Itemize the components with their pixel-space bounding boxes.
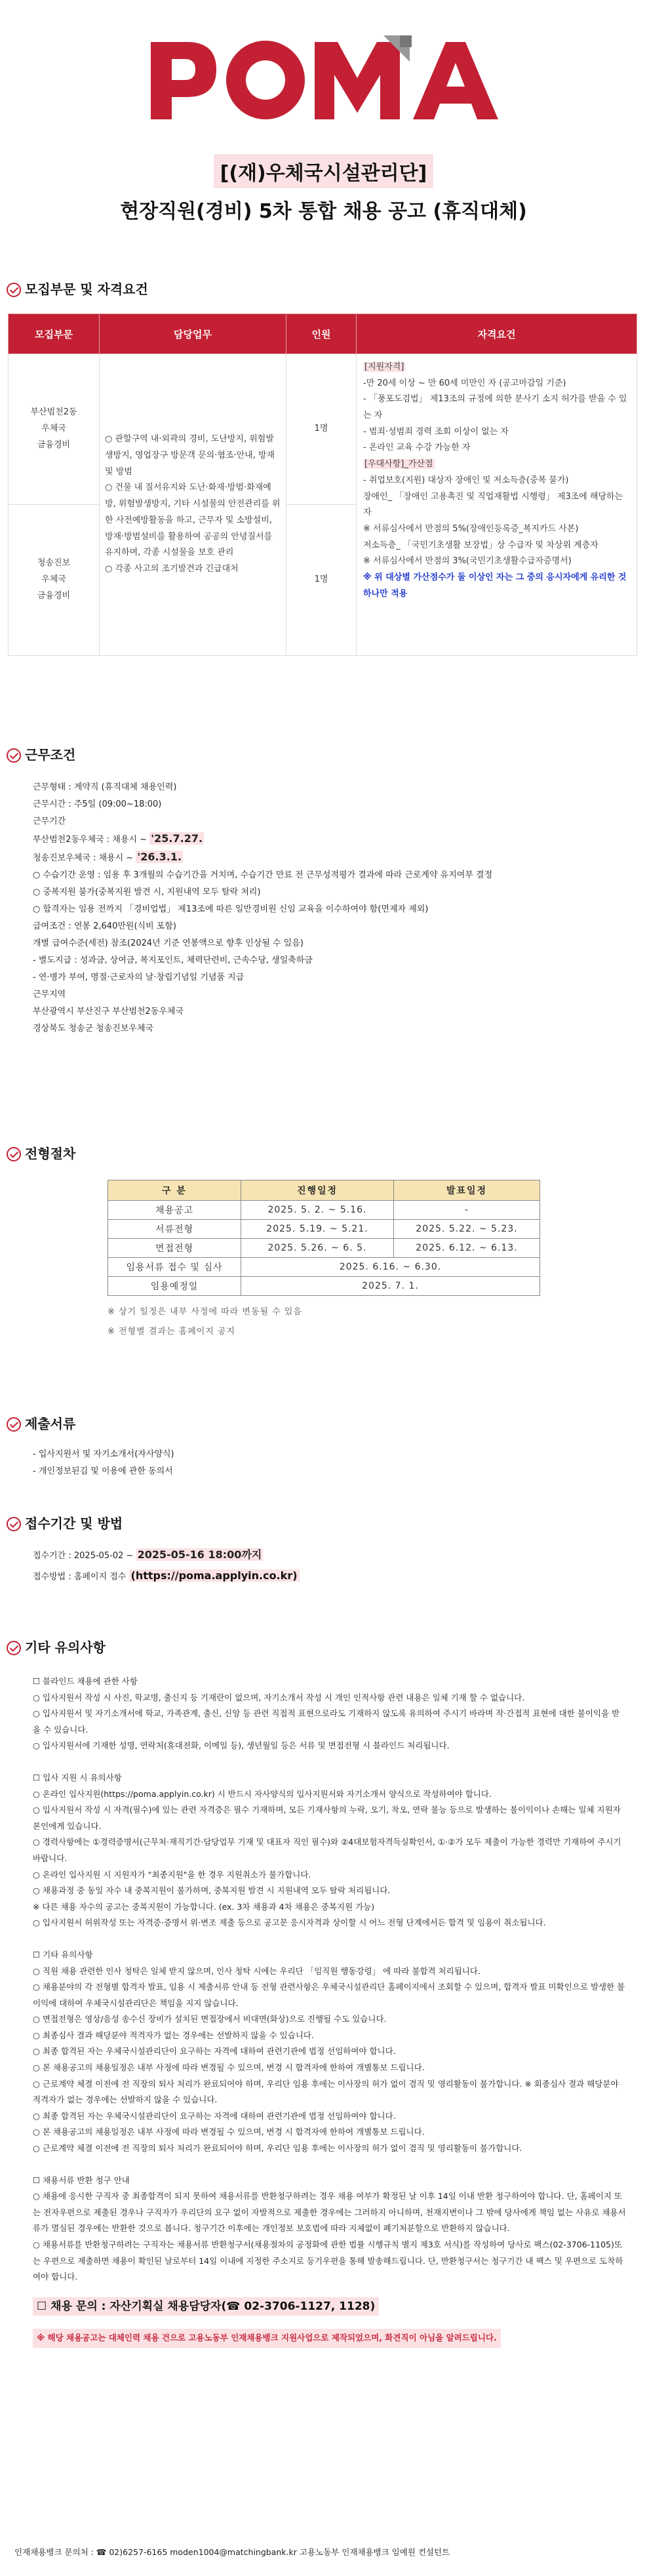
req-tag: [우대사항]_가산점 [364,459,433,470]
contact-box: ☐ 채용 문의 : 자산기획실 채용담당자(☎ 02-3706-1127, 1128) [33,2297,379,2316]
note-line: ○ 온라인 입사지원 시 지원자가 "최종지원"을 한 경우 지원취소가 불가합니다. [33,1869,311,1880]
note-heading: ☐ 입사 지원 시 유의사항 [33,1772,122,1782]
condition-line: 근무형태 : 계약직 (휴직대체 채용인력) [33,782,177,792]
condition-line: - 별도지급 : 성과금, 상여금, 복지포인트, 체력단련비, 근속수당, 생일축하금 [33,956,313,965]
note-line: ○ 최종심사 결과 해당분야 적격자가 없는 경우에는 선발하지 않을 수 있습니다. [33,2030,314,2040]
condition-line [33,830,492,849]
requirements-cell [357,354,637,656]
note-line: ○ 입사지원서 및 자기소개서에 학교, 가족관계, 출신, 신앙 등 관련 직접적 표현으로라도 기재하지 않도록 유의하여 주시기 바라며 작·간접적 표현에 대한 불이익을 받을 수 있습니다. [33,1708,620,1735]
period-value: '26.3.1. [137,851,182,863]
note-line: ○ 입사지원서 허위작성 또는 자격증·증명서 위·변조 제출 등으로 공고문 응시자격과 상이할 시 어느 전형 단계에서든 합격 및 임용이 취소됩니다. [33,1918,546,1928]
note-line: ○ 온라인 입사지원(https://poma.applyin.co.kr) 시 반드시 자사양식의 입사지원서와 자기소개서 양식으로 작성하여야 합니다. [33,1788,492,1799]
cell: 2025. 5.19. ~ 5.21. [241,1220,394,1239]
section-documents [7,1413,75,1432]
req-note: ※ 위 대상별 가산점수가 둘 이상인 자는 그 중의 응시자에게 유리한 것 하나만 적용 [363,572,627,599]
cell: 임용예정일 [108,1277,241,1296]
document-item: - 개인정보된김 및 이용에 관한 동의서 [33,1466,173,1476]
check-circle-icon [7,1147,21,1161]
period-line [33,1545,300,1566]
condition-line: 근무지역 [33,990,66,999]
section-notes-label: 기타 유의사항 [25,1640,106,1655]
schedule-note: ※ 전형별 결과는 홈페이지 공지 [108,1327,236,1337]
note-line: ○ 채용과정 중 동일 자수 내 중복지원이 불가하며, 중복지원 발견 시 지원내역 모두 탈락 처리됩니다. [33,1885,391,1896]
req-line: - 온라인 교육 수강 가능한 자 [363,443,471,453]
apply-link[interactable]: (https://poma.applyin.co.kr) [129,1569,300,1582]
dept-cell [9,354,100,505]
req-line: ※ 서류심사에서 만점의 3%(국민기초생활수급자증명서) [363,556,572,567]
note-line: ○ 입사지원서에 기재한 성명, 연락처(휴대전화, 이메일 등), 생년월일 등은 서류 및 면접전형 시 블라인드 처리됩니다. [33,1741,450,1751]
dept-line: 청송진보 [37,558,71,569]
documents-list [33,1446,174,1480]
condition-line: 개별 급여수준(세전) 참조(2024년 기준 연봉액으로 향후 인상될 수 있음) [33,938,304,948]
cell: 2025. 6.16. ~ 6.30. [241,1258,540,1277]
req-line: - 취업보호(지원) 대상자 장애인 및 저소득층(중복 불가) [363,475,569,485]
condition-line: 급여조건 : 연봉 2,640만원(식비 포함) [33,921,176,931]
note-line: ○ 본 채용공고의 채용일정은 내부 사정에 따라 변경될 수 있으며, 변경 시 합격자에 한하여 개별통보 드립니다. [33,2063,425,2073]
cell: 2025. 5. 2. ~ 5.16. [241,1201,394,1220]
section-period-label: 접수기간 및 방법 [25,1516,123,1531]
notes-block [33,1674,626,2348]
note-line: ○ 채용서류를 반환청구하려는 구직자는 채용서류 반환청구서(채용절차의 공정화에 관한 법률 시행규칙 별지 제3호 서식)를 작성하여 당사로 팩스(02-3706-1105)또는 우편으로 제출하면 채용이 확인된 날로부터 14일 이내에 지정한 주소지로 등기우편을 통해 발송해드립니다. 단, 반환청구서는 청구기간 내 팩스 및 우편으로 도착하여야 합니다. [33,2240,623,2282]
footer: 인재채용뱅크 문의처 : ☎ 02)6257-6165 moden1004@matchingbank.kr 고용노동부 인재채용뱅크 임예원 컨설턴트 [14,2547,450,2557]
section-documents-label: 제출서류 [25,1416,76,1432]
check-circle-icon [7,1517,21,1531]
table-row [9,354,637,505]
period-label: 접수기간 : 2025-05-02 ~ [33,1551,134,1561]
section-recruit-label: 모집부문 및 자격요건 [25,281,148,297]
note-line: ○ 본 채용공고의 채용일정은 내부 사정에 따라 변경될 수 있으며, 변경 시 합격자에 한하여 개별통보 드립니다. [33,2127,425,2137]
recruit-table-header [9,314,637,354]
title-main: 현장직원(경비) 5차 통합 채용 공고 (휴직대체) [120,200,527,223]
note-line: ○ 근로계약 체결 이전에 전 직장의 퇴사 처리가 완료되어야 하며, 우리단 임용 후에는 이사장의 허가 없이 겸직 및 영리활동이 불가합니다. [33,2143,522,2154]
req-line: ※ 서류심사에서 만점의 5%(장애인등록증_복지카드 사본) [363,523,579,534]
cell: 임용서류 접수 및 심사 [108,1258,241,1277]
req-line: -만 20세 이상 ~ 만 60세 미만인 자 (공고마감일 기준) [363,378,566,388]
header [0,20,647,118]
duty-line: ○ 건물 내 질서유지와 도난·화재·방범·화재예방, 위험발생방지, 기타 시설물의 안전관리를 위한 사전예방활동을 하고, 근무자 및 소방설비, 방재·방범설비를 활용하여 공공의 안녕질서를 유지하며, 각종 시설물을 보호 관리 [105,483,281,558]
note-heading: ☐ 채용서류 반환 청구 안내 [33,2175,130,2185]
schedule-note: ※ 상기 일정은 내부 사정에 따라 변동될 수 있음 [108,1307,302,1317]
section-period [7,1513,123,1532]
document-item: - 입사지원서 및 자기소개서(자사양식) [33,1449,174,1459]
note-line: ○ 입사지원서 작성 시 자격(필수)에 있는 관련 자격증은 필수 기재하며, 모든 기재사항의 누락, 오기, 착오, 연락 불능 등으로 발생하는 불이익이나 손해는 일체 지원자 본인에게 있습니다. [33,1805,621,1831]
note-line: ○ 근로계약 체결 이전에 전 직장의 퇴사 처리가 완료되어야 하며, 우리단 임용 후에는 이사장의 허가 없이 겸직 및 영리활동이 불가합니다. ※ 회종심사 결과 해당분야 적격자가 없는 경우에는 선발하지 않을 수 있습니다. [33,2078,619,2105]
table-row [108,1239,540,1258]
note-line: ○ 면접전형은 영상/음성 송수신 장비가 설치된 면접장에서 비대면(화상)으로 진행될 수도 있습니다. [33,2014,387,2024]
dept-line: 우체국 [41,424,66,434]
note-line: ※ 다른 채용 자수의 공고는 중복지원이 가능합니다. (ex. 3차 채용과 4차 채용은 중복지원 가능) [33,1901,375,1912]
poma-logo [151,35,498,121]
period-label: 청송진보우체국 : 채용시 ~ [33,853,134,863]
condition-line [33,849,492,867]
note-line: ○ 최종 합격된 자는 우체국시설관리단이 요구하는 자격에 대하여 관련기관에 법정 선임하여야 합니다. [33,2110,396,2121]
schedule-table [108,1180,540,1296]
period-value: '25.7.27. [151,832,203,845]
note-line: ○ 채용분야의 각 전형별 합격자 발표, 임용 시 제출서류 안내 등 전형 관련사항은 우체국시설관리단 홈페이지에서 조회할 수 있으며, 합격자 발표 미확인으로 발생한 불이익에 대하여 우체국시설관리단은 책임을 지지 않습니다. [33,1982,625,2008]
dept-cell [9,505,100,656]
duty-cell [100,354,286,656]
note-heading: ☐ 블라인드 채용에 관한 사항 [33,1676,138,1686]
dept-line: 부산범천2동 [30,407,77,418]
cell: - [394,1201,540,1220]
section-procedure [7,1143,75,1162]
cell: 2025. 5.26. ~ 6. 5. [241,1239,394,1258]
condition-line: ○ 중복지원 불가(중복지원 발견 시, 지원내역 모두 탈락 처리) [33,887,261,897]
check-circle-icon [7,283,21,297]
req-line: - 범죄·성범죄 경력 조회 이상이 없는 자 [363,426,509,437]
duty-line: ○ 각종 사고의 조기발견과 긴급대처 [105,563,239,574]
count-cell: 1명 [286,354,357,505]
conditions-block [33,779,492,1037]
condition-line: 근무기간 [33,816,66,826]
note-heading: ☐ 기타 유의사항 [33,1949,93,1960]
schedule-header [108,1180,540,1201]
dept-line: 금융경비 [37,590,71,601]
header-cell: 진행일정 [241,1180,394,1201]
section-recruit [7,279,148,298]
method-line [33,1566,300,1587]
condition-line: ○ 합격자는 임용 전까지 「경비업법」 제13조에 따른 일반경비원 신임 교육을 이수하여야 함(면제자 제외) [33,904,429,914]
header-cell: 자격요건 [357,314,637,354]
condition-line: - 연·병가 부여, 명절·근로자의 날·창립기념일 기념품 지급 [33,973,245,982]
duty-line: ○ 관할구역 내·외곽의 경비, 도난방지, 위험발생방지, 영업장구 방문객 문의·협조·안내, 방재 및 방범 [105,434,275,477]
req-line: 장애인_ 「장애인 고용촉진 및 직업재활법 시행령」 제3조에 해당하는 자 [363,491,623,518]
header-cell: 담당업무 [100,314,286,354]
cell: 면접전형 [108,1239,241,1258]
header-cell: 모집부문 [9,314,100,354]
section-conditions-label: 근무조건 [25,747,76,763]
table-row [108,1258,540,1277]
condition-line: 부산광역시 부산진구 부산범천2동우체국 [33,1007,184,1016]
title-org: [(재)우체국시설관리단] [214,154,434,188]
period-label: 부산범천2동우체국 : 채용시 ~ [33,835,147,845]
title-block [0,154,647,224]
header-cell: 발표일정 [394,1180,540,1201]
cell: 서류전형 [108,1220,241,1239]
section-conditions [7,744,75,763]
cell: 채용공고 [108,1201,241,1220]
req-tag: [지원자격] [364,362,404,372]
condition-line: ○ 수습기간 운영 : 임용 후 3개월의 수습기간을 거치며, 수습기간 만료 전 근무성적평가 결과에 따라 근로계약 유지여부 결정 [33,870,493,880]
table-row [108,1201,540,1220]
condition-line: 근무시간 : 주5일 (09:00~18:00) [33,799,162,809]
table-row [108,1220,540,1239]
dept-line: 우체국 [41,574,66,585]
section-notes [7,1637,106,1656]
count-cell: 1명 [286,505,357,656]
note-line: ○ 직원 채용 관련한 인사 청탁은 일체 받지 않으며, 인사 청탁 시에는 우리단 「임직원 행동강령」 에 따라 불합격 처리됩니다. [33,1965,480,1976]
req-line: - 「풍포도검법」 제13조의 규정에 의한 분사기 소지 허가를 받을 수 있는 자 [363,394,627,421]
period-deadline: 2025-05-16 18:00까지 [137,1548,262,1561]
note-line: ○ 경력사항에는 ①경력증명서(근무처·재직기간·담당업무 기재 및 대표자 직인 필수)와 ②4대보험자격득실확인서, ①·②가 모두 제출이 가능한 경력만 기재하여 주시기 바랍니다. [33,1837,621,1863]
period-block [33,1545,300,1587]
cell: 2025. 7. 1. [241,1277,540,1296]
check-circle-icon [7,1641,21,1655]
note-line: ○ 채용에 응시한 구직자 중 최종합격이 되지 못하여 채용서류를 반환청구하려는 경우 채용 여부가 확정된 날 이후 14일 이내 반환 청구하여야 합니다. 단, 홈페이지 또는 전자우편으로 제출된 경우나 구직자가 우리단의 요구 없이 자발적으로 제출한 경우에는 그러하지 아니하며, 천재지변이나 그 밖에 당사에게 책임 없는 사유로 채용서류가 멸실된 경우에는 반환한 것으로 봅니다. 청구기간 이후에는 개인정보 보호법에 따라 지체없이 폐기처분할으로 반환하지 않습니다. [33,2191,626,2234]
note-line: ○ 입사지원서 작성 시 사진, 학교명, 출신지 등 기재란이 없으며, 자기소개서 작성 시 개인 인적사항 관련 내용은 일체 기재 할 수 없습니다. [33,1692,525,1702]
section-procedure-label: 전형절차 [25,1146,76,1161]
announcement-box: ※ 해당 채용공고는 대체인력 채용 건으로 고용노동부 인재채용뱅크 지원사업으로 제작되었으며, 화견직이 아님을 알려드립니다. [33,2329,501,2348]
method-label: 접수방법 : 홈페이지 접수 [33,1572,127,1582]
cell: 2025. 6.12. ~ 6.13. [394,1239,540,1258]
check-circle-icon [7,1417,21,1432]
note-line: ○ 최종 합격된 자는 우체국시설관리단이 요구하는 자격에 대하여 관련기관에 법정 선임하여야 합니다. [33,2046,396,2057]
recruit-table [8,313,637,656]
schedule-notes [108,1302,302,1342]
cell: 2025. 5.22. ~ 5.23. [394,1220,540,1239]
condition-line: 경상북도 청송군 청송진보우체국 [33,1024,154,1034]
table-row [108,1277,540,1296]
dept-line: 금융경비 [37,439,71,450]
header-cell: 인원 [286,314,357,354]
req-line: 저소득층_ 「국민기초생활 보장법」상 수급자 및 차상위 계층자 [363,540,598,550]
header-cell: 구 분 [108,1180,241,1201]
check-circle-icon [7,748,21,763]
